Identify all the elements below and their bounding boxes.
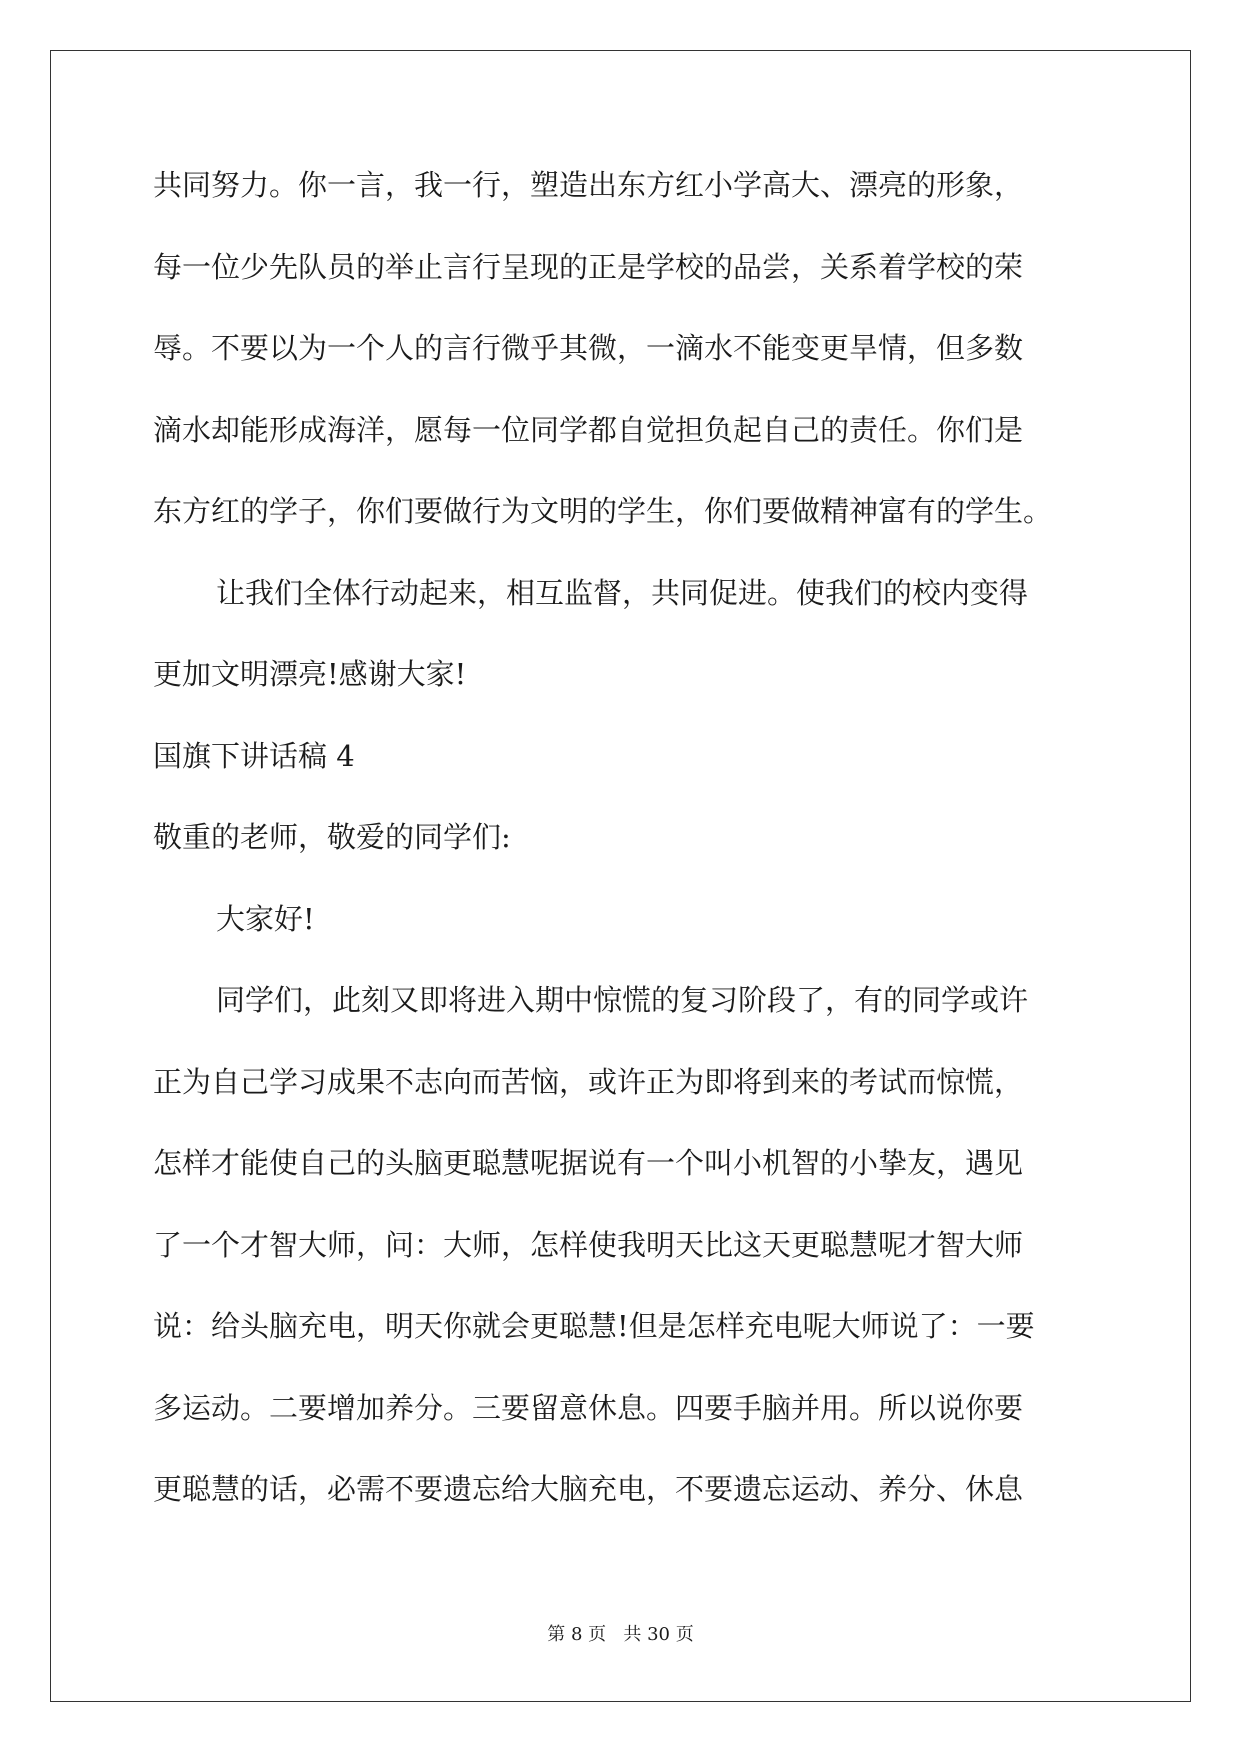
paragraph-line: 了一个才智大师，问：大师，怎样使我明天比这天更聪慧呢才智大师 [153, 1227, 1024, 1262]
paragraph-line: 怎样才能使自己的头脑更聪慧呢据说有一个叫小机智的小挚友，遇见 [153, 1146, 1024, 1180]
paragraph-line: 共同努力。你一言，我一行，塑造出东方红小学高大、漂亮的形象， [153, 168, 1024, 202]
paragraph-line: 东方红的学子，你们要做行为文明的学生，你们要做精神富有的学生。 [153, 494, 1053, 528]
paragraph-line: 说：给头脑充电，明天你就会更聪慧!但是怎样充电呢大师说了：一要 [153, 1309, 1035, 1343]
greeting: 大家好! [216, 901, 315, 936]
document-body [153, 165, 1093, 1551]
paragraph-line: 每一位少先队员的举止言行呈现的正是学校的品尝，关系着学校的荣 [153, 249, 1024, 284]
paragraph-line: 更聪慧的话，必需不要遗忘给大脑充电，不要遗忘运动、养分、休息 [153, 1472, 1024, 1506]
page-number-footer: 第 8 页 共 30 页 [547, 1624, 694, 1645]
paragraph-line: 让我们全体行动起来，相互监督，共同促进。使我们的校内变得 [216, 575, 1029, 610]
paragraph-line: 正为自己学习成果不志向而苦恼，或许正为即将到来的考试而惊慌， [153, 1064, 1024, 1099]
paragraph-line: 滴水却能形成海洋，愿每一位同学都自觉担负起自己的责任。你们是 [153, 412, 1024, 447]
paragraph-line: 更加文明漂亮!感谢大家! [153, 657, 467, 691]
paragraph-line: 辱。不要以为一个人的言行微乎其微，一滴水不能变更旱情，但多数 [153, 331, 1024, 365]
paragraph-line: 多运动。二要增加养分。三要留意休息。四要手脑并用。所以说你要 [153, 1390, 1024, 1425]
paragraph-line: 同学们，此刻又即将进入期中惊慌的复习阶段了，有的同学或许 [216, 983, 1029, 1017]
section-title: 国旗下讲话稿 4 [153, 738, 355, 773]
salutation: 敬重的老师，敬爱的同学们: [153, 820, 511, 854]
